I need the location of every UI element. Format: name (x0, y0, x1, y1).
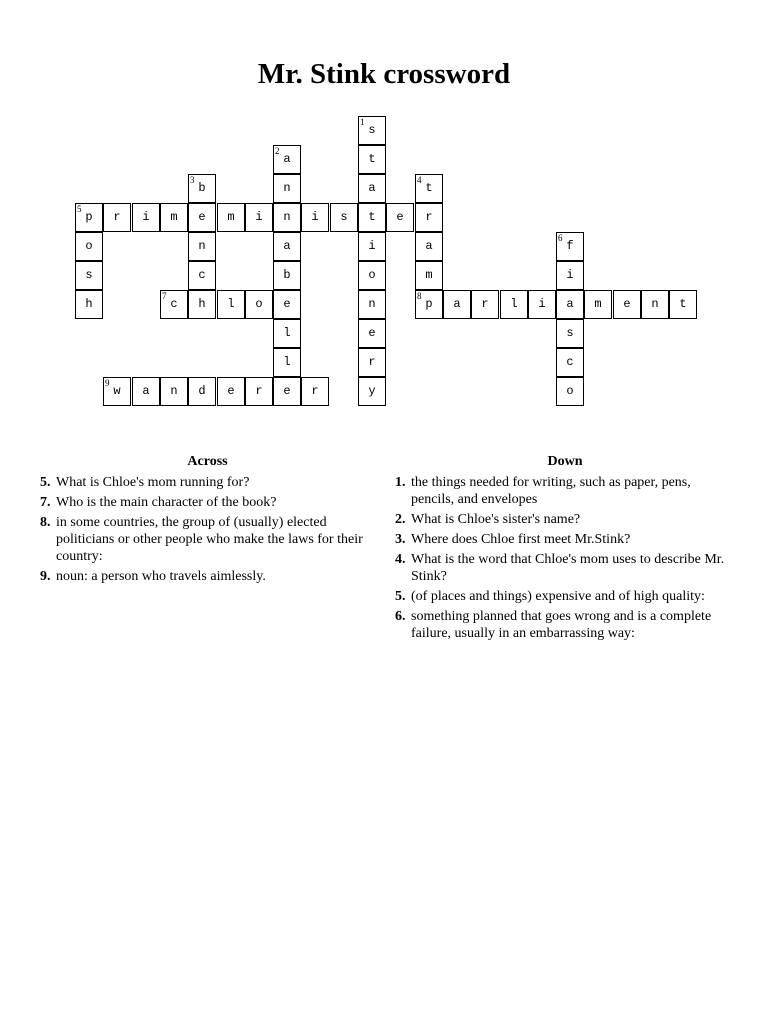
cell-letter: c (198, 268, 206, 282)
grid-cell[interactable] (443, 290, 471, 319)
clue-number: 6. (395, 609, 406, 624)
cell-letter: r (255, 384, 263, 398)
cell-letter: a (566, 297, 574, 311)
cell-letter: m (594, 297, 602, 311)
cell-letter: s (340, 210, 348, 224)
cell-letter: t (425, 181, 433, 195)
grid-cell[interactable] (330, 203, 358, 232)
across-heading: Across (187, 454, 228, 469)
grid-cell[interactable] (245, 377, 273, 406)
cell-letter: e (396, 210, 404, 224)
cell-letter: o (85, 239, 93, 253)
grid-cell[interactable] (358, 174, 386, 203)
grid-cell[interactable] (103, 377, 131, 406)
cell-number: 7 (162, 291, 167, 301)
cell-number: 8 (417, 291, 422, 301)
clue-down-1 (395, 474, 735, 508)
cell-letter: a (283, 152, 291, 166)
cell-letter: e (227, 384, 235, 398)
cell-letter: s (368, 123, 376, 137)
clue-number: 4. (395, 552, 406, 567)
grid-cell[interactable] (273, 232, 301, 261)
clue-down-6 (395, 608, 735, 642)
cell-letter: i (311, 210, 319, 224)
clue-across-8 (40, 514, 375, 565)
grid-cell[interactable] (556, 261, 584, 290)
cell-letter: e (368, 326, 376, 340)
grid-cell[interactable] (613, 290, 641, 319)
grid-cell[interactable] (245, 290, 273, 319)
clue-down-3 (395, 531, 735, 548)
cell-letter: i (368, 239, 376, 253)
grid-cell[interactable] (358, 319, 386, 348)
clue-text: (of places and things) expensive and of high quality: (411, 589, 705, 604)
grid-cell[interactable] (386, 203, 414, 232)
grid-cell[interactable] (273, 319, 301, 348)
cell-letter: a (425, 239, 433, 253)
clue-across-5 (40, 474, 375, 491)
grid-cell[interactable] (132, 377, 160, 406)
grid-cell[interactable] (556, 232, 584, 261)
clue-text: something planned that goes wrong and is a complete failure, usually in an embarrassing way: (411, 609, 712, 641)
grid-cell[interactable] (358, 203, 386, 232)
cell-letter: n (651, 297, 659, 311)
cell-number: 4 (417, 175, 422, 185)
clue-number: 5. (395, 589, 406, 604)
clue-number: 9. (40, 569, 51, 584)
cell-letter: l (510, 297, 518, 311)
grid-cell[interactable] (217, 203, 245, 232)
grid-cell[interactable] (358, 290, 386, 319)
cell-letter: i (566, 268, 574, 282)
cell-letter: t (368, 210, 376, 224)
cell-letter: y (368, 384, 376, 398)
cell-letter: r (481, 297, 489, 311)
cell-letter: e (283, 384, 291, 398)
cell-letter: l (283, 355, 291, 369)
cell-letter: n (283, 181, 291, 195)
grid-cell[interactable] (301, 377, 329, 406)
grid-cell[interactable] (188, 203, 216, 232)
cell-letter: n (283, 210, 291, 224)
grid-cell[interactable] (641, 290, 669, 319)
cell-letter: r (311, 384, 319, 398)
page-title: Mr. Stink crossword (257, 58, 511, 90)
grid-cell[interactable] (75, 290, 103, 319)
clue-down-4 (395, 551, 735, 585)
clue-number: 2. (395, 512, 406, 527)
grid-cell[interactable] (415, 174, 443, 203)
clue-across-7 (40, 494, 375, 511)
clue-number: 3. (395, 532, 406, 547)
grid-cell[interactable] (415, 290, 443, 319)
grid-cell[interactable] (358, 145, 386, 174)
grid-cell[interactable] (160, 203, 188, 232)
cell-letter: h (85, 297, 93, 311)
clue-text: What is Chloe's sister's name? (411, 512, 581, 527)
cell-letter: r (113, 210, 121, 224)
cell-letter: p (425, 297, 433, 311)
cell-letter: e (623, 297, 631, 311)
cell-letter: n (198, 239, 206, 253)
cell-letter: m (227, 210, 235, 224)
cell-letter: l (227, 297, 235, 311)
grid-cell[interactable] (528, 290, 556, 319)
grid-cell[interactable] (188, 290, 216, 319)
cell-letter: t (679, 297, 687, 311)
grid-cell[interactable] (160, 290, 188, 319)
cell-letter: r (425, 210, 433, 224)
cell-letter: i (255, 210, 263, 224)
grid-cell[interactable] (103, 203, 131, 232)
grid-cell[interactable] (188, 261, 216, 290)
grid-cell[interactable] (188, 174, 216, 203)
clue-across-9 (40, 568, 375, 585)
grid-cell[interactable] (75, 232, 103, 261)
cell-letter: m (170, 210, 178, 224)
cell-letter: f (566, 239, 574, 253)
grid-cell[interactable] (273, 290, 301, 319)
clue-down-2 (395, 511, 735, 528)
grid-cell[interactable] (358, 232, 386, 261)
cell-number: 1 (360, 117, 365, 127)
cell-letter: o (566, 384, 574, 398)
cell-letter: c (566, 355, 574, 369)
clue-text: in some countries, the group of (usually) elected politicians or other people who make the laws for their country: (56, 515, 363, 564)
clue-text: What is the word that Chloe's mom uses to describe Mr. Stink? (411, 552, 725, 584)
grid-cell[interactable] (217, 377, 245, 406)
cell-letter: a (368, 181, 376, 195)
cell-letter: p (85, 210, 93, 224)
cell-letter: b (283, 268, 291, 282)
grid-cell[interactable] (415, 261, 443, 290)
cell-letter: r (368, 355, 376, 369)
cell-letter: a (453, 297, 461, 311)
grid-cell[interactable] (358, 116, 386, 145)
grid-cell[interactable] (245, 203, 273, 232)
grid-cell[interactable] (188, 232, 216, 261)
grid-cell[interactable] (273, 377, 301, 406)
grid-cell[interactable] (132, 203, 160, 232)
grid-cell[interactable] (556, 377, 584, 406)
grid-cell[interactable] (556, 319, 584, 348)
cell-number: 3 (190, 175, 195, 185)
grid-cell[interactable] (217, 290, 245, 319)
cell-letter: o (368, 268, 376, 282)
grid-cell[interactable] (584, 290, 612, 319)
grid-cell[interactable] (358, 261, 386, 290)
crossword-grid (0, 0, 768, 420)
clue-number: 1. (395, 475, 406, 490)
cell-letter: o (255, 297, 263, 311)
cell-number: 2 (275, 146, 280, 156)
grid-cell[interactable] (75, 203, 103, 232)
cell-letter: b (198, 181, 206, 195)
cell-letter: c (170, 297, 178, 311)
cell-number: 6 (558, 233, 563, 243)
grid-cell[interactable] (669, 290, 697, 319)
cell-letter: l (283, 326, 291, 340)
clue-number: 5. (40, 475, 51, 490)
clue-text: Who is the main character of the book? (56, 495, 277, 510)
cell-letter: a (142, 384, 150, 398)
grid-cell[interactable] (273, 261, 301, 290)
clue-down-5 (395, 588, 735, 605)
grid-cell[interactable] (273, 174, 301, 203)
cell-number: 5 (77, 204, 82, 214)
across-clues (40, 453, 375, 588)
grid-cell[interactable] (273, 348, 301, 377)
clue-text: Where does Chloe first meet Mr.Stink? (411, 532, 631, 547)
cell-letter: s (85, 268, 93, 282)
clue-number: 7. (40, 495, 51, 510)
cell-letter: a (283, 239, 291, 253)
grid-cell[interactable] (358, 377, 386, 406)
cell-number: 9 (105, 378, 110, 388)
cell-letter: i (142, 210, 150, 224)
cell-letter: e (283, 297, 291, 311)
grid-cell[interactable] (273, 145, 301, 174)
cell-letter: i (538, 297, 546, 311)
grid-cell[interactable] (188, 377, 216, 406)
grid-cell[interactable] (471, 290, 499, 319)
clue-text: What is Chloe's mom running for? (56, 475, 250, 490)
cell-letter: d (198, 384, 206, 398)
grid-cell[interactable] (301, 203, 329, 232)
grid-cell[interactable] (358, 348, 386, 377)
cell-letter: n (368, 297, 376, 311)
grid-cell[interactable] (556, 290, 584, 319)
cell-letter: w (113, 384, 121, 398)
grid-cell[interactable] (160, 377, 188, 406)
grid-cell[interactable] (273, 203, 301, 232)
down-clues (395, 453, 735, 645)
clue-text: the things needed for writing, such as paper, pens, pencils, and envelopes (411, 475, 691, 507)
grid-cell[interactable] (75, 261, 103, 290)
cell-letter: e (198, 210, 206, 224)
clue-text: noun: a person who travels aimlessly. (56, 569, 266, 584)
cell-letter: n (170, 384, 178, 398)
clue-number: 8. (40, 515, 51, 530)
down-heading: Down (547, 454, 583, 469)
cell-letter: m (425, 268, 433, 282)
grid-cell[interactable] (415, 203, 443, 232)
cell-letter: s (566, 326, 574, 340)
cell-letter: t (368, 152, 376, 166)
cell-letter: h (198, 297, 206, 311)
grid-cell[interactable] (415, 232, 443, 261)
grid-cell[interactable] (556, 348, 584, 377)
grid-cell[interactable] (500, 290, 528, 319)
